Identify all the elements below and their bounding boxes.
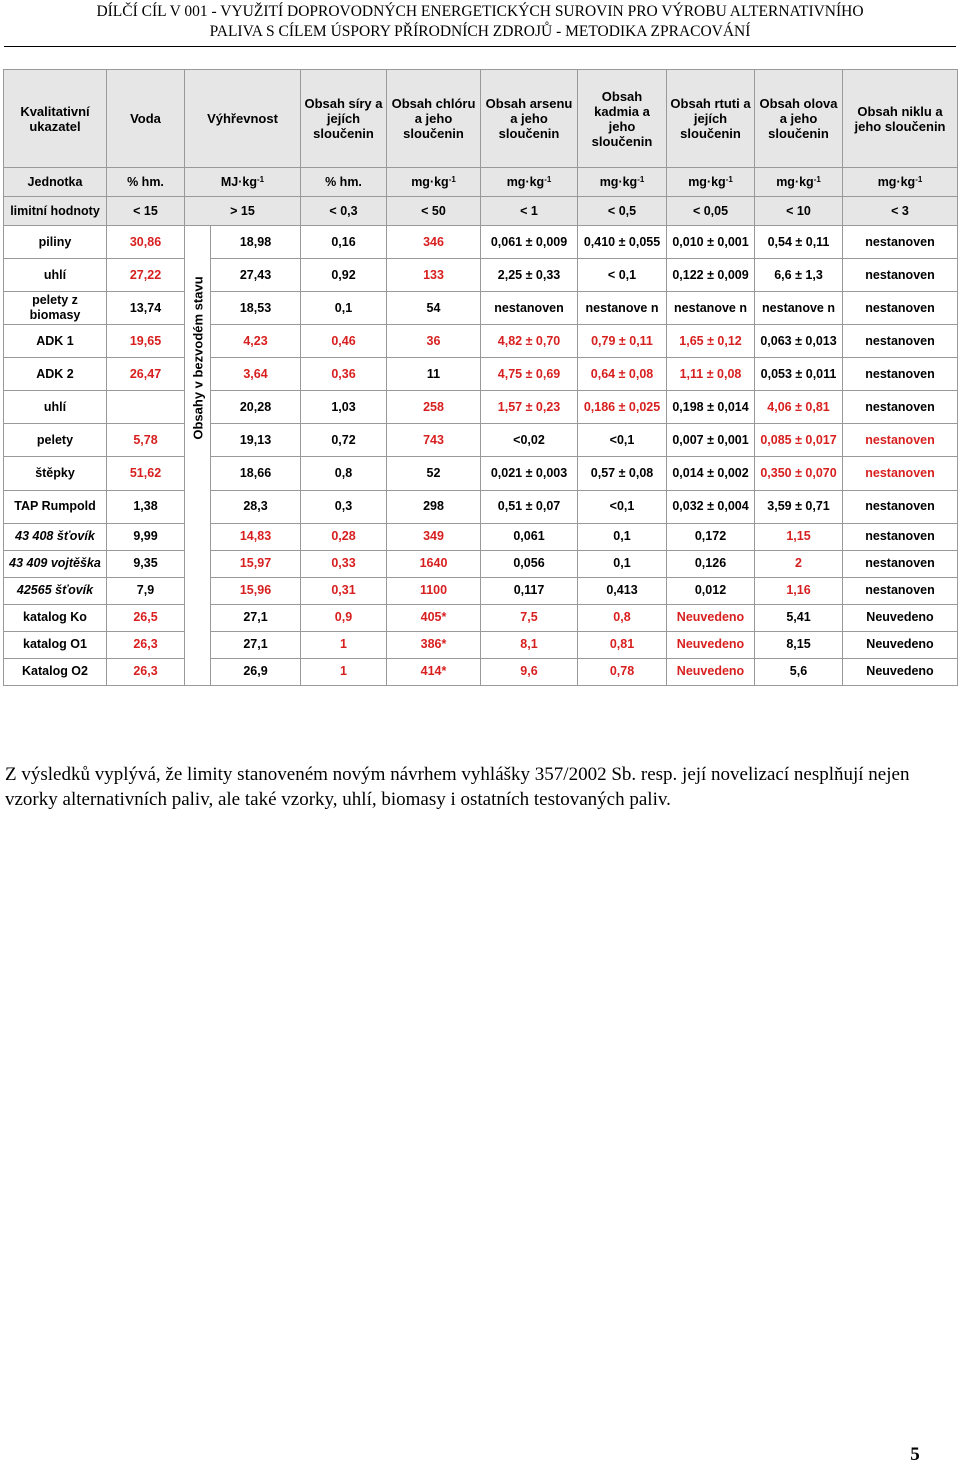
cell: 0,056 bbox=[481, 550, 578, 577]
cell: nestanoven bbox=[843, 325, 958, 358]
col-header: Obsah niklu a jeho sloučenin bbox=[843, 70, 958, 168]
col-header: Výhřevnost bbox=[185, 70, 301, 168]
cell: 54 bbox=[387, 292, 481, 325]
limit-label: limitní hodnoty bbox=[4, 197, 107, 226]
unit-mg: $mg\cdot kg^{-1}$ bbox=[481, 168, 578, 197]
cell: 18,66 bbox=[211, 457, 301, 490]
cell: 0,021 ± 0,003 bbox=[481, 457, 578, 490]
col-header: Kvalitativní ukazatel bbox=[4, 70, 107, 168]
unit-mg: $mg\cdot kg^{-1}$ bbox=[843, 168, 958, 197]
cell: 1100 bbox=[387, 577, 481, 604]
row-label: 42565 šťovík bbox=[4, 577, 107, 604]
cell: 51,62 bbox=[107, 457, 185, 490]
cell: 414* bbox=[387, 658, 481, 685]
cell: 0,053 ± 0,011 bbox=[755, 358, 843, 391]
header-line-2: PALIVA S CÍLEM ÚSPORY PŘÍRODNÍCH ZDROJŮ - METODIKA ZPRACOVÁNÍ bbox=[209, 23, 751, 40]
cell: 0,012 bbox=[667, 577, 755, 604]
cell: 0,061 bbox=[481, 523, 578, 550]
table-row bbox=[4, 292, 958, 325]
unit-row bbox=[4, 168, 958, 197]
table-row bbox=[4, 259, 958, 292]
cell: 7,5 bbox=[481, 604, 578, 631]
table-row bbox=[4, 226, 958, 259]
cell: nestanoven bbox=[843, 226, 958, 259]
vertical-group-label: Obsahy v bezvodém stavu bbox=[185, 226, 211, 686]
cell: 5,78 bbox=[107, 424, 185, 457]
cell: 18,53 bbox=[211, 292, 301, 325]
cell: nestanoven bbox=[843, 424, 958, 457]
cell: 26,3 bbox=[107, 658, 185, 685]
cell: 15,96 bbox=[211, 577, 301, 604]
cell: <0,1 bbox=[578, 424, 667, 457]
cell: 4,06 ± 0,81 bbox=[755, 391, 843, 424]
cell: 3,64 bbox=[211, 358, 301, 391]
table-row bbox=[4, 658, 958, 685]
cell: 0,36 bbox=[301, 358, 387, 391]
cell: nestanoven bbox=[843, 457, 958, 490]
cell: 36 bbox=[387, 325, 481, 358]
cell: 0,063 ± 0,013 bbox=[755, 325, 843, 358]
limit-value: < 3 bbox=[843, 197, 958, 226]
cell: 133 bbox=[387, 259, 481, 292]
cell: 0,46 bbox=[301, 325, 387, 358]
cell: 0,350 ± 0,070 bbox=[755, 457, 843, 490]
cell: 0,186 ± 0,025 bbox=[578, 391, 667, 424]
cell: Neuvedeno bbox=[843, 604, 958, 631]
cell: 19,65 bbox=[107, 325, 185, 358]
cell: 0,79 ± 0,11 bbox=[578, 325, 667, 358]
cell: nestanoven bbox=[843, 358, 958, 391]
cell: 0,33 bbox=[301, 550, 387, 577]
cell: 0,413 bbox=[578, 577, 667, 604]
cell: 30,86 bbox=[107, 226, 185, 259]
cell: Neuvedeno bbox=[843, 658, 958, 685]
cell bbox=[107, 391, 185, 424]
row-label: uhlí bbox=[4, 391, 107, 424]
cell: 346 bbox=[387, 226, 481, 259]
cell: Neuvedeno bbox=[667, 631, 755, 658]
table-row bbox=[4, 523, 958, 550]
cell: 1,03 bbox=[301, 391, 387, 424]
cell: 386* bbox=[387, 631, 481, 658]
cell: nestanove n bbox=[667, 292, 755, 325]
cell: 0,1 bbox=[578, 550, 667, 577]
cell: 27,22 bbox=[107, 259, 185, 292]
cell: 0,198 ± 0,014 bbox=[667, 391, 755, 424]
cell: 15,97 bbox=[211, 550, 301, 577]
cell: 5,6 bbox=[755, 658, 843, 685]
cell: < 0,1 bbox=[578, 259, 667, 292]
cell: nestanove n bbox=[578, 292, 667, 325]
cell: 26,5 bbox=[107, 604, 185, 631]
cell: 18,98 bbox=[211, 226, 301, 259]
unit-label: Jednotka bbox=[4, 168, 107, 197]
col-header: Obsah rtuti a jejích sloučenin bbox=[667, 70, 755, 168]
unit-voda: % hm. bbox=[107, 168, 185, 197]
cell: 0,64 ± 0,08 bbox=[578, 358, 667, 391]
col-header: Obsah síry a jejích sloučenin bbox=[301, 70, 387, 168]
cell: 0,51 ± 0,07 bbox=[481, 490, 578, 523]
cell: 0,81 bbox=[578, 631, 667, 658]
limit-value: < 10 bbox=[755, 197, 843, 226]
header-rule bbox=[4, 46, 956, 47]
header-row bbox=[4, 70, 958, 168]
limit-value: < 0,5 bbox=[578, 197, 667, 226]
table-row bbox=[4, 457, 958, 490]
cell: 405* bbox=[387, 604, 481, 631]
cell: 1,57 ± 0,23 bbox=[481, 391, 578, 424]
cell: 6,6 ± 1,3 bbox=[755, 259, 843, 292]
cell: <0,1 bbox=[578, 490, 667, 523]
table-row bbox=[4, 550, 958, 577]
col-header: Obsah kadmia a jeho sloučenin bbox=[578, 70, 667, 168]
row-label: ADK 1 bbox=[4, 325, 107, 358]
cell: nestanoven bbox=[843, 391, 958, 424]
limit-value: < 15 bbox=[107, 197, 185, 226]
cell: nestanoven bbox=[843, 490, 958, 523]
cell: 9,99 bbox=[107, 523, 185, 550]
limit-value: < 0,3 bbox=[301, 197, 387, 226]
cell: 0,061 ± 0,009 bbox=[481, 226, 578, 259]
cell: 8,15 bbox=[755, 631, 843, 658]
cell: 7,9 bbox=[107, 577, 185, 604]
cell: 0,8 bbox=[301, 457, 387, 490]
limit-value: < 0,05 bbox=[667, 197, 755, 226]
cell: 20,28 bbox=[211, 391, 301, 424]
cell: nestanoven bbox=[843, 523, 958, 550]
unit-mg: $mg\cdot kg^{-1}$ bbox=[578, 168, 667, 197]
table-row bbox=[4, 604, 958, 631]
table-row bbox=[4, 577, 958, 604]
cell: 0,410 ± 0,055 bbox=[578, 226, 667, 259]
unit-mg: $mg\cdot kg^{-1}$ bbox=[755, 168, 843, 197]
cell: <0,02 bbox=[481, 424, 578, 457]
cell: 28,3 bbox=[211, 490, 301, 523]
cell: 2,25 ± 0,33 bbox=[481, 259, 578, 292]
limit-value: > 15 bbox=[185, 197, 301, 226]
cell: 1,38 bbox=[107, 490, 185, 523]
fuel-quality-table bbox=[3, 69, 958, 686]
row-label: Katalog O2 bbox=[4, 658, 107, 685]
cell: nestanoven bbox=[843, 577, 958, 604]
cell: 0,172 bbox=[667, 523, 755, 550]
conclusion-paragraph: Z výsledků vyplývá, že limity stanoveném novým návrhem vyhlášky 357/2002 Sb. resp. její novelizací nesplňují nejen vzorky alternativních paliv, ale také vzorky, uhlí, biomasy i ostatních testovaných paliv. bbox=[5, 764, 910, 810]
cell: 298 bbox=[387, 490, 481, 523]
cell: 0,117 bbox=[481, 577, 578, 604]
unit-sira: % hm. bbox=[301, 168, 387, 197]
cell: 27,43 bbox=[211, 259, 301, 292]
col-header: Obsah chlóru a jeho sloučenin bbox=[387, 70, 481, 168]
cell: 0,122 ± 0,009 bbox=[667, 259, 755, 292]
cell: 0,1 bbox=[578, 523, 667, 550]
cell: 1,65 ± 0,12 bbox=[667, 325, 755, 358]
cell: 0,014 ± 0,002 bbox=[667, 457, 755, 490]
cell: 0,9 bbox=[301, 604, 387, 631]
table-row bbox=[4, 490, 958, 523]
cell: 1 bbox=[301, 658, 387, 685]
cell: nestanove n bbox=[755, 292, 843, 325]
cell: nestanoven bbox=[481, 292, 578, 325]
cell: 0,8 bbox=[578, 604, 667, 631]
limit-value: < 1 bbox=[481, 197, 578, 226]
row-label: 43 409 vojtěška bbox=[4, 550, 107, 577]
cell: Neuvedeno bbox=[843, 631, 958, 658]
header-line-1: DÍLČÍ CÍL V 001 - VYUŽITÍ DOPROVODNÝCH ENERGETICKÝCH SUROVIN PRO VÝROBU ALTERNATIVNÍHO bbox=[96, 3, 864, 20]
table-row bbox=[4, 631, 958, 658]
cell: nestanoven bbox=[843, 292, 958, 325]
document-header bbox=[0, 2, 960, 42]
row-label: pelety z biomasy bbox=[4, 292, 107, 325]
row-label: piliny bbox=[4, 226, 107, 259]
cell: 5,41 bbox=[755, 604, 843, 631]
row-label: pelety bbox=[4, 424, 107, 457]
cell: 3,59 ± 0,71 bbox=[755, 490, 843, 523]
col-header: Obsah arsenu a jeho sloučenin bbox=[481, 70, 578, 168]
cell: nestanoven bbox=[843, 550, 958, 577]
cell: 0,010 ± 0,001 bbox=[667, 226, 755, 259]
cell: 19,13 bbox=[211, 424, 301, 457]
row-label: štěpky bbox=[4, 457, 107, 490]
cell: 9,35 bbox=[107, 550, 185, 577]
row-label: 43 408 šťovík bbox=[4, 523, 107, 550]
cell: 4,75 ± 0,69 bbox=[481, 358, 578, 391]
cell: 11 bbox=[387, 358, 481, 391]
unit-vyhrevnost: $MJ\cdot kg^{-1}$ bbox=[185, 168, 301, 197]
cell: 52 bbox=[387, 457, 481, 490]
cell: 4,23 bbox=[211, 325, 301, 358]
cell: 27,1 bbox=[211, 604, 301, 631]
limit-value: < 50 bbox=[387, 197, 481, 226]
table-row bbox=[4, 325, 958, 358]
cell: 743 bbox=[387, 424, 481, 457]
cell: 0,54 ± 0,11 bbox=[755, 226, 843, 259]
cell: 4,82 ± 0,70 bbox=[481, 325, 578, 358]
cell: 0,007 ± 0,001 bbox=[667, 424, 755, 457]
cell: nestanoven bbox=[843, 259, 958, 292]
cell: 1640 bbox=[387, 550, 481, 577]
table-row bbox=[4, 391, 958, 424]
cell: 0,085 ± 0,017 bbox=[755, 424, 843, 457]
cell: 1 bbox=[301, 631, 387, 658]
cell: 8,1 bbox=[481, 631, 578, 658]
cell: 27,1 bbox=[211, 631, 301, 658]
cell: 14,83 bbox=[211, 523, 301, 550]
cell: 1,11 ± 0,08 bbox=[667, 358, 755, 391]
cell: 0,57 ± 0,08 bbox=[578, 457, 667, 490]
limit-row bbox=[4, 197, 958, 226]
page-number: 5 bbox=[910, 1444, 920, 1465]
col-header: Obsah olova a jeho sloučenin bbox=[755, 70, 843, 168]
row-label: uhlí bbox=[4, 259, 107, 292]
cell: 0,31 bbox=[301, 577, 387, 604]
cell: 26,47 bbox=[107, 358, 185, 391]
cell: 13,74 bbox=[107, 292, 185, 325]
cell: 0,16 bbox=[301, 226, 387, 259]
cell: 0,78 bbox=[578, 658, 667, 685]
cell: 349 bbox=[387, 523, 481, 550]
table-row bbox=[4, 358, 958, 391]
cell: Neuvedeno bbox=[667, 604, 755, 631]
row-label: katalog Ko bbox=[4, 604, 107, 631]
cell: 1,15 bbox=[755, 523, 843, 550]
row-label: TAP Rumpold bbox=[4, 490, 107, 523]
cell: 0,3 bbox=[301, 490, 387, 523]
cell: 0,126 bbox=[667, 550, 755, 577]
unit-mg: $mg\cdot kg^{-1}$ bbox=[387, 168, 481, 197]
table-row bbox=[4, 424, 958, 457]
cell: 26,9 bbox=[211, 658, 301, 685]
cell: 258 bbox=[387, 391, 481, 424]
cell: 0,28 bbox=[301, 523, 387, 550]
row-label: ADK 2 bbox=[4, 358, 107, 391]
cell: 1,16 bbox=[755, 577, 843, 604]
unit-mg: $mg\cdot kg^{-1}$ bbox=[667, 168, 755, 197]
cell: 2 bbox=[755, 550, 843, 577]
cell: 0,92 bbox=[301, 259, 387, 292]
cell: 0,032 ± 0,004 bbox=[667, 490, 755, 523]
row-label: katalog O1 bbox=[4, 631, 107, 658]
cell: Neuvedeno bbox=[667, 658, 755, 685]
col-header: Voda bbox=[107, 70, 185, 168]
cell: 26,3 bbox=[107, 631, 185, 658]
cell: 0,72 bbox=[301, 424, 387, 457]
cell: 0,1 bbox=[301, 292, 387, 325]
cell: 9,6 bbox=[481, 658, 578, 685]
